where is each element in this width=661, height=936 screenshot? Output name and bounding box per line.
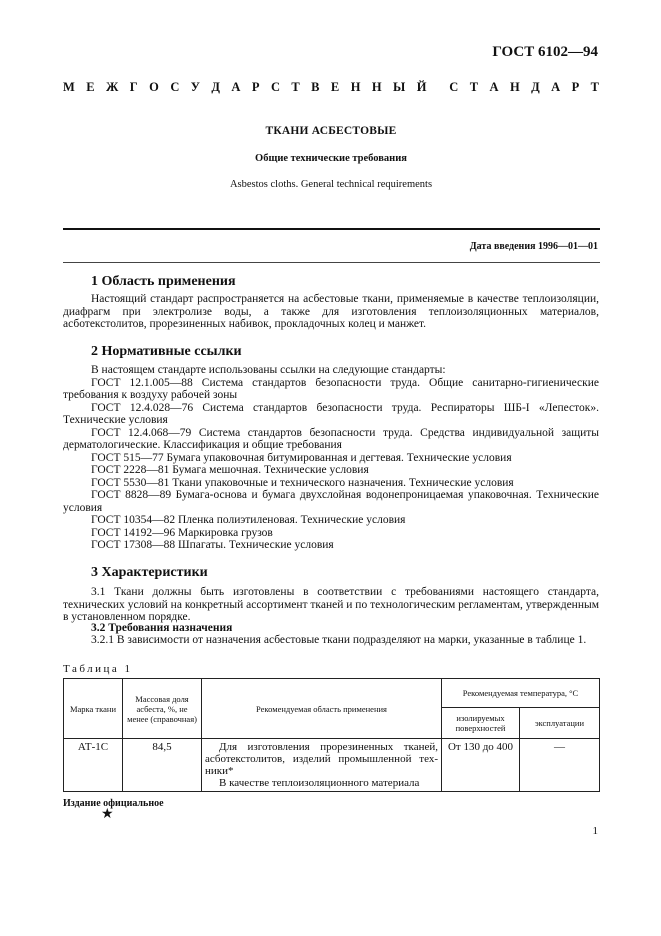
- section-2-heading: 2 Нормативные ссылки: [91, 344, 242, 359]
- cell-temp-operation: —: [520, 739, 600, 792]
- date-rule: [63, 262, 600, 263]
- cell-brand: АТ-1С: [64, 739, 123, 792]
- ref-item: ГОСТ 8828—89 Бумага-основа и бумага двухслойная водонепроницаемая упаковочная. Технические условия: [63, 489, 599, 514]
- section-3-2-1: 3.2.1 В зависимости от назначения асбестовые ткани подразделяют на марки, указанные в таблице 1.: [91, 634, 587, 646]
- ref-item: ГОСТ 12.4.028—76 Система стандартов безопасности труда. Респираторы ШБ-I «Лепесток». Технические условия: [63, 401, 599, 426]
- banner-letter: Е: [330, 80, 340, 94]
- banner-letter: А: [231, 80, 241, 94]
- col-header-temp-operation: эксплуатации: [520, 708, 600, 739]
- banner-letter: Н: [509, 80, 520, 94]
- banner-letter: А: [551, 80, 561, 94]
- banner-letter: О: [149, 80, 159, 94]
- banner-letter: С: [170, 80, 180, 94]
- section-3-1: 3.1 Ткани должны быть изготовлены в соответствии с требованиями настоящего стандарта, технических условий на конкретный ассортимент тканей и по технологическим регламентам, утвержденным в установленном порядке.: [63, 586, 599, 623]
- ref-item: ГОСТ 14192—96 Маркировка грузов: [91, 526, 273, 539]
- banner-letter: С: [270, 80, 280, 94]
- header-rule: [63, 228, 600, 230]
- banner-letter: Д: [211, 80, 220, 94]
- banner-letter: А: [489, 80, 499, 94]
- banner-letter: В: [311, 80, 320, 94]
- ref-item: ГОСТ 2228—81 Бумага мешочная. Технические условия: [91, 464, 369, 476]
- table-label: Таблица 1: [63, 663, 133, 675]
- cell-temp-surface: От 130 до 400: [442, 739, 520, 792]
- banner-letter: Г: [129, 80, 138, 94]
- ref-item: ГОСТ 5530—81 Ткани упаковочные и технического назначения. Технические условия: [91, 476, 514, 489]
- ref-item: ГОСТ 515—77 Бумага упаковочная битумированная и дегтевая. Технические условия: [91, 451, 512, 464]
- col-header-temp-surface: изолируемых поверхностей: [442, 708, 520, 739]
- ref-item: ГОСТ 12.1.005—88 Система стандартов безопасности труда. Общие санитарно-гигиенические требования к воздуху рабочей зоны: [63, 376, 599, 401]
- banner-letter: Т: [590, 80, 599, 94]
- banner-letter: Н: [350, 80, 361, 94]
- cell-asbestos: 84,5: [123, 739, 202, 792]
- ref-item: ГОСТ 10354—82 Пленка полиэтиленовая. Технические условия: [91, 514, 406, 526]
- banner-letter: Д: [531, 80, 540, 94]
- banner-letter: Й: [416, 80, 427, 94]
- banner-letter: С: [449, 80, 459, 94]
- star-icon: ★: [101, 807, 114, 822]
- date-of-introduction: Дата введения 1996—01—01: [469, 241, 598, 252]
- interstate-standard-banner: [63, 80, 599, 95]
- english-title: Asbestos cloths. General technical requirements: [229, 179, 433, 190]
- document-subtitle: Общие технические требования: [255, 153, 407, 164]
- banner-letter: Р: [251, 80, 260, 94]
- banner-letter: Р: [571, 80, 580, 94]
- banner-letter: Н: [371, 80, 382, 94]
- table-row: [64, 739, 600, 792]
- banner-letter: Т: [469, 80, 479, 94]
- section-3-2-heading: 3.2 Требования назначения: [91, 622, 233, 634]
- banner-letter: У: [190, 80, 200, 94]
- table-1: [63, 678, 600, 792]
- page-number: 1: [592, 825, 598, 837]
- section-1-text: Настоящий стандарт распространяется на асбестовые ткани, применяемые в качестве теплоизоляции, диафрагм при электролизе воды, а также для изготовления теплоизоляционных материалов, асботекстолитов, прорезиненных набивок, прокладочных колец и манжет.: [63, 293, 599, 330]
- section-3-heading: 3 Характеристики: [91, 565, 208, 580]
- col-header-use: Рекомендуемая область применения: [202, 679, 442, 739]
- section-1-heading: 1 Область применения: [91, 274, 236, 289]
- banner-letter: Ы: [393, 80, 406, 94]
- col-header-brand: Марка ткани: [64, 679, 123, 739]
- gost-number: ГОСТ 6102—94: [492, 44, 598, 60]
- banner-letter: Ж: [106, 80, 119, 94]
- ref-item: ГОСТ 12.4.068—79 Система стандартов безопасности труда. Средства индивидуальной защиты дерматологические. Классификация и общие требования: [63, 426, 599, 451]
- ref-item: ГОСТ 17308—88 Шпагаты. Технические условия: [91, 539, 334, 551]
- banner-letter: Т: [291, 80, 300, 94]
- banner-letter: Е: [86, 80, 95, 94]
- official-edition: Издание официальное: [63, 798, 164, 809]
- section-2-refs: [63, 364, 599, 552]
- banner-letter: М: [63, 80, 75, 94]
- col-header-asbestos: Массовая доля асбеста, %, не менее (справочная): [123, 679, 202, 739]
- document-title: ТКАНИ АСБЕСТОВЫЕ: [265, 125, 397, 137]
- refs-intro: В настоящем стандарте использованы ссылки на следующие стандарты:: [91, 364, 446, 376]
- cell-use: Для изготовления прорезиненных тканей, асботекстолитов, изделий промышленной техники* В качестве теплоизоляционного материала: [202, 739, 442, 792]
- col-header-temp: Рекомендуемая температура, °С: [442, 679, 600, 708]
